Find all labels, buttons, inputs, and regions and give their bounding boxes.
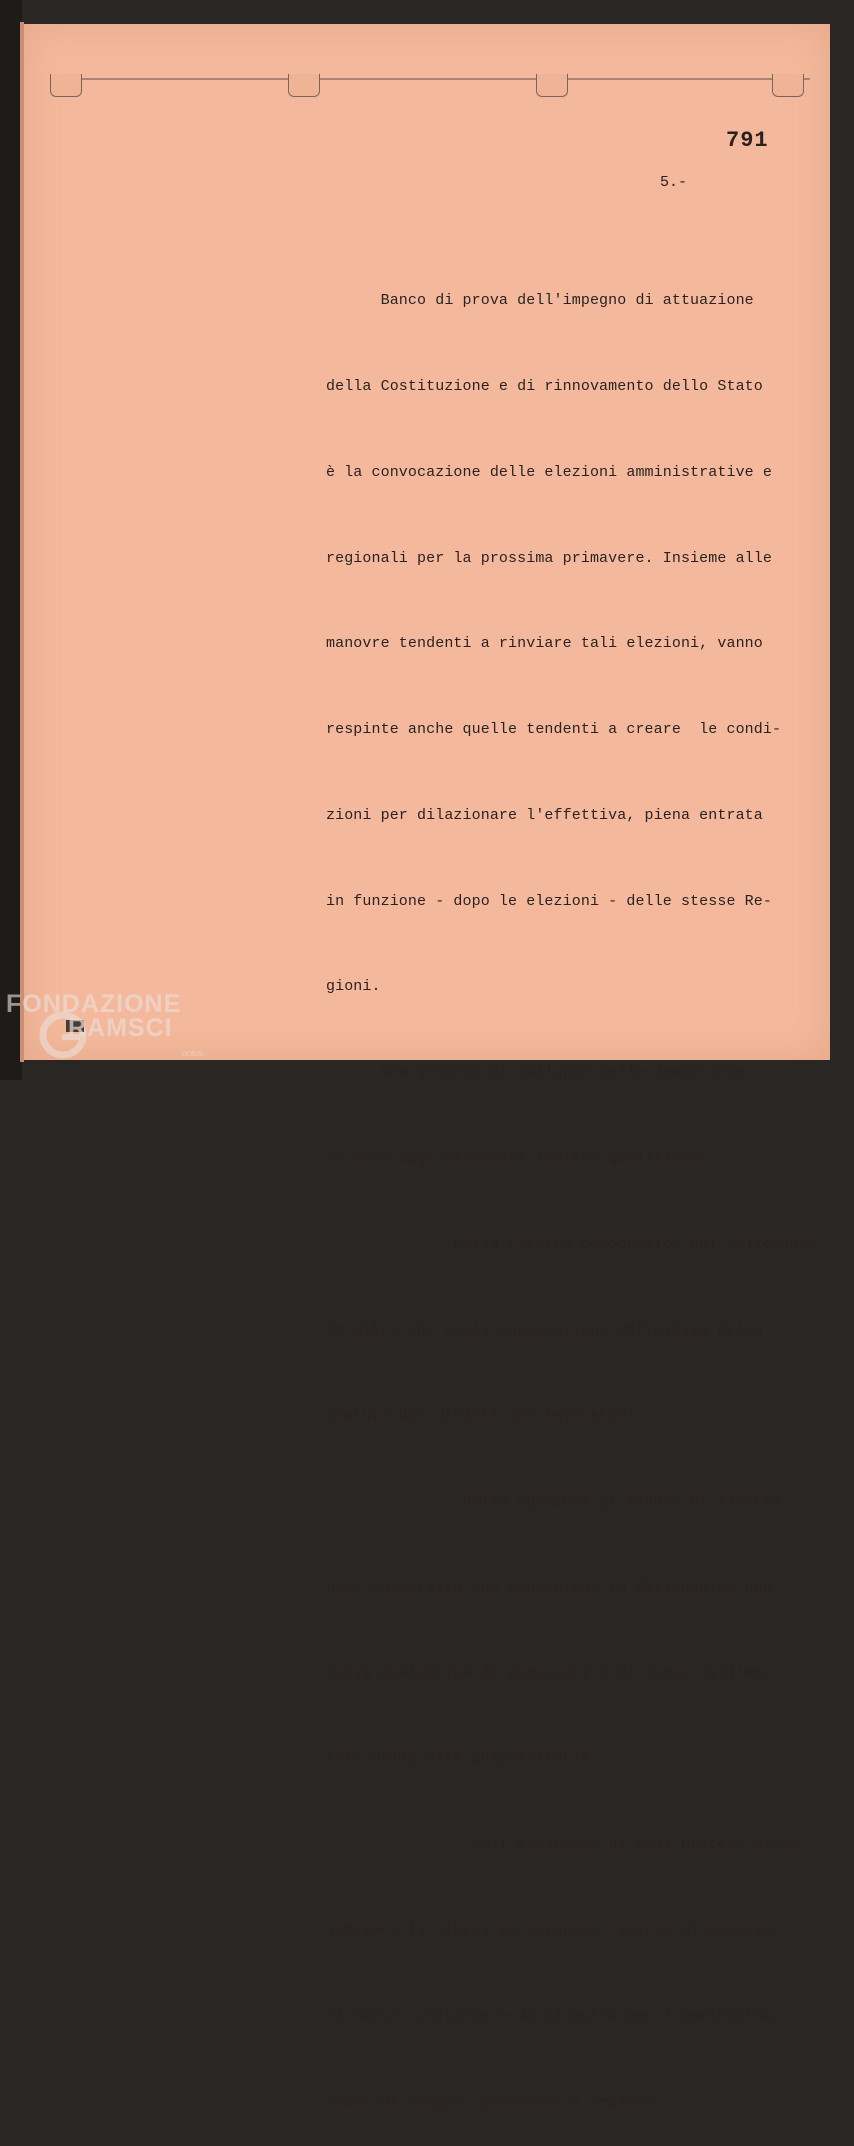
binding-rule — [50, 78, 810, 80]
text-line: Banco di prova dell'impegno di attuazione — [326, 292, 754, 310]
watermark-line1: FONDAZIONE — [6, 990, 182, 1018]
binding-tab — [50, 74, 82, 97]
text-line: limitare la libera ed autonoma ricerca di soluzio — [326, 1922, 772, 1940]
text-line: respinte anche quelle tendenti a creare le condi- — [326, 721, 782, 739]
binding-holes — [50, 60, 810, 105]
text-line: - nella adozione di misure di riforma — [326, 1493, 782, 1511]
watermark-line2: RAMSCI — [68, 1014, 173, 1042]
text-line: dell'Università che consentano lo sviluppo di una — [326, 1578, 772, 1596]
text-line: bito della vita universitaria; — [326, 1750, 600, 1768]
binding-tab — [288, 74, 320, 97]
section-number: 5.- — [660, 174, 688, 191]
text-line: Statuto dei diritti dei lavoratori; — [326, 1407, 645, 1425]
struck-word: xx — [771, 1836, 800, 1854]
text-line: regionali per la prossima primavere. Insieme alle — [326, 549, 772, 567]
text-line: nuova dialettica di posizioni e di forze nell'am — [326, 1664, 763, 1682]
watermark-sub: onlus — [182, 1048, 204, 1058]
fondazione-gramsci-watermark — [6, 990, 236, 1070]
binding-tab — [772, 74, 804, 97]
text-line: è la convocazione delle elezioni amministrative e — [326, 463, 772, 481]
text-line: manovre tendenti a rinviare tali elezioni, vanno — [326, 635, 763, 653]
text-line: in funzione - dopo le elezioni - delle stesse Re- — [326, 892, 772, 910]
struck-word: dixxxxxxx — [444, 1150, 527, 1167]
scanner-background — [0, 0, 22, 1080]
text-line: Una volontà di sviluppo della democrazia — [326, 1064, 745, 1082]
typewritten-body — [326, 230, 818, 2146]
binding-tab — [536, 74, 568, 97]
page-number: 791 — [726, 128, 769, 153]
text-line: zione di comuni, provincie e regioni. — [326, 2093, 663, 2111]
text-line: della Costituzione e di rinnovamento dello Stato — [326, 377, 763, 395]
text-line: gioni. — [326, 978, 381, 996]
text-line: - nella riforma democratica del collocamen — [326, 1235, 818, 1253]
text-line: ni nuove, unitarie e di sinistra per l'amministra — [326, 2007, 772, 2025]
text-fragment: inoltre qualificare : — [526, 1150, 727, 1167]
text-line — [326, 1831, 800, 1860]
text-fragment: - nell'abbandono di ogni pretesa di — [326, 1836, 772, 1854]
text-fragment: si deve oggi — [326, 1150, 436, 1167]
text-line: to oltre che nella approvazione definitiva dello — [326, 1321, 763, 1339]
text-line — [326, 1145, 786, 1174]
text-line: zioni per dilazionare l'effettiva, piena entrata — [326, 806, 763, 824]
